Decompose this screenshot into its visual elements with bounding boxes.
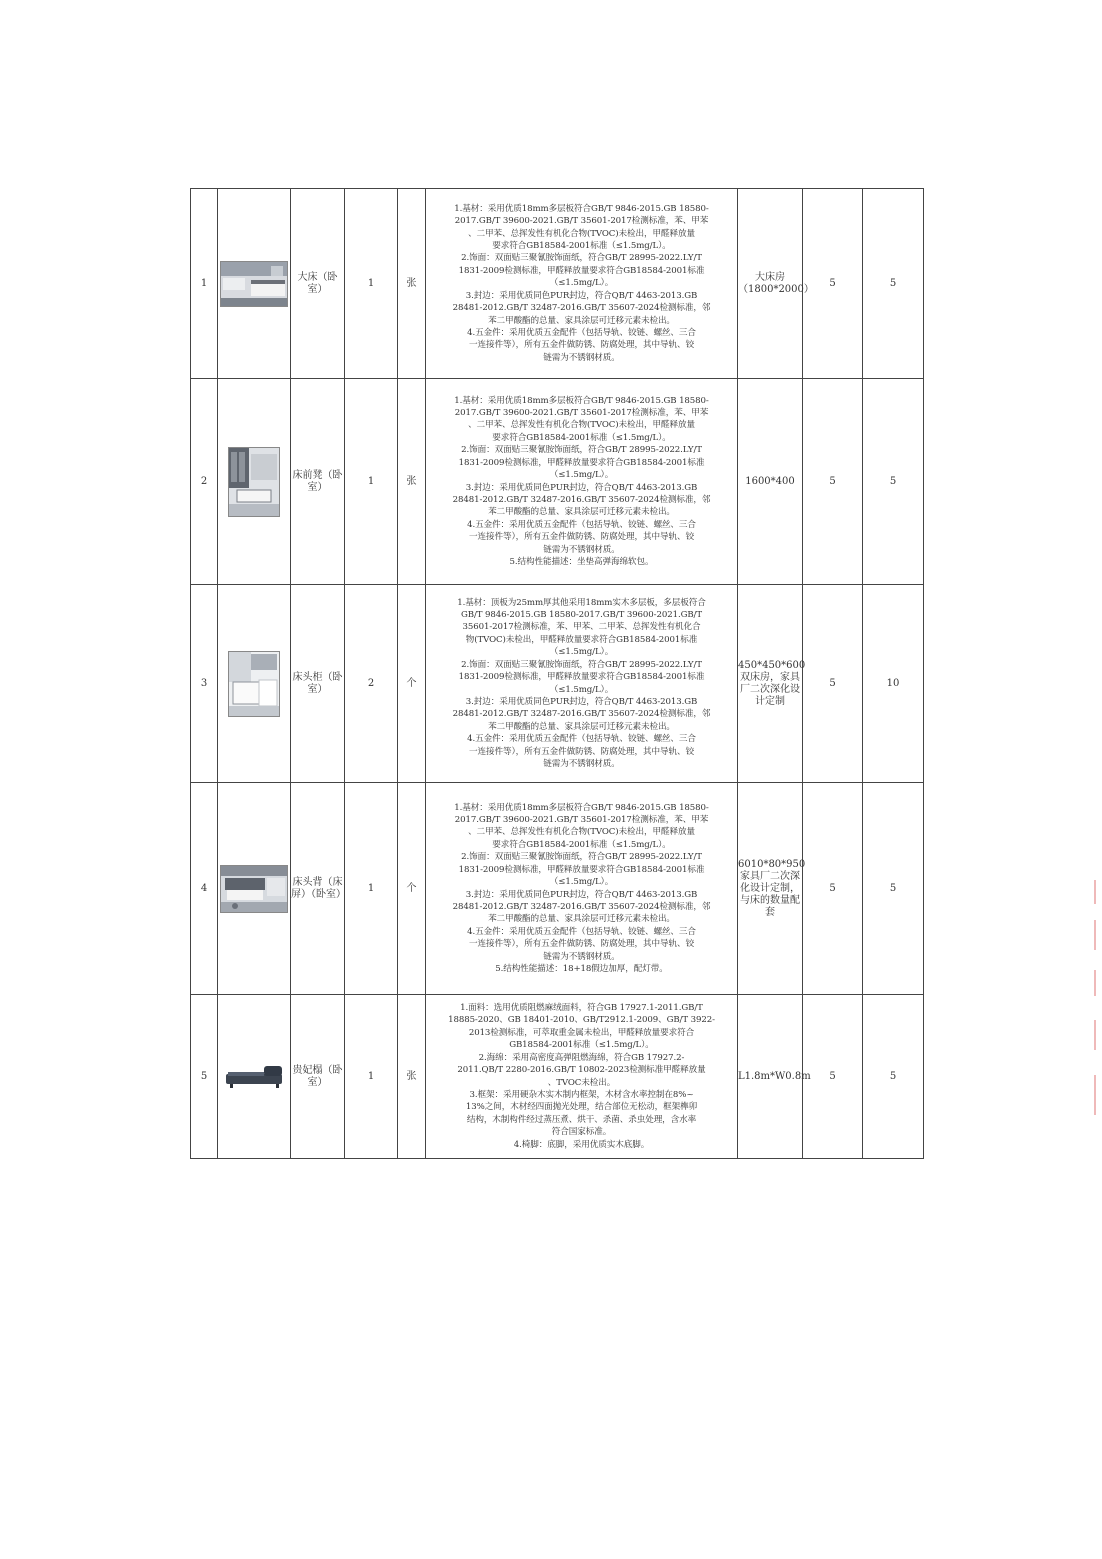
spec-line: 要求符合GB18584-2001标准（≤1.5mg/L）。 <box>492 241 671 252</box>
spec-text <box>426 585 738 783</box>
row-index: 5 <box>191 995 218 1159</box>
value-col-1: 5 <box>803 379 863 585</box>
row-index: 2 <box>191 379 218 585</box>
furniture-spec-table <box>190 188 924 1159</box>
spec-line: 1831-2009检测标准，甲醛释放量要求符合GB18584-2001标准 <box>458 864 705 875</box>
spec-line: 28481-2012.GB/T 32487-2016.GB/T 35607-2024检测标准，邻 <box>452 494 711 505</box>
spec-line: 2.饰面：双面贴三聚氰胺饰面纸，符合GB/T 28995-2022.LY/T <box>461 852 702 863</box>
spec-line: 、二甲苯、总挥发性有机化合物(TVOC)未检出，甲醛释放量 <box>468 420 695 431</box>
spec-line: 苯二甲酸酯的总量、家具涂层可迁移元素未检出。 <box>488 315 675 326</box>
quantity: 1 <box>345 995 398 1159</box>
spec-line: 3.框架：采用硬杂木实木制内框架，木材含水率控制在8%~ <box>469 1089 694 1100</box>
spec-line: 2017.GB/T 39600-2021.GB/T 35601-2017检测标准，苯、甲苯 <box>454 408 709 419</box>
spec-line: 4.五金件：采用优质五金配件（包括导轨、铰链、螺丝、三合 <box>467 926 696 937</box>
spec-line: （≤1.5mg/L）。 <box>549 470 614 481</box>
bench-photo-icon <box>228 447 280 517</box>
value-col-1: 5 <box>803 189 863 379</box>
spec-line: 、二甲苯、总挥发性有机化合物(TVOC)未检出，甲醛释放量 <box>468 827 695 838</box>
product-image <box>218 585 291 783</box>
spec-line: （≤1.5mg/L）。 <box>549 278 614 289</box>
spec-line: 18885-2020、GB 18401-2010、GB/T2912.1-2009、GB/T 3922- <box>448 1015 715 1026</box>
product-image <box>218 783 291 995</box>
value-col-2: 5 <box>863 995 924 1159</box>
spec-line: 2013检测标准，可萃取重金属未检出，甲醛释放量要求符合 <box>468 1027 695 1038</box>
value-col-1: 5 <box>803 783 863 995</box>
spec-line: 2017.GB/T 39600-2021.GB/T 35601-2017检测标准，苯、甲苯 <box>454 216 709 227</box>
value-col-1: 5 <box>803 585 863 783</box>
spec-line: 5.结构性能描述：18+18假边加厚，配灯带。 <box>495 963 668 974</box>
spec-line: 链需为不锈钢材质。 <box>543 758 620 769</box>
nightstand-photo-icon <box>228 651 280 717</box>
spec-line: 链需为不锈钢材质。 <box>543 544 620 555</box>
spec-line: 结构，木制构件经过蒸压煮、烘干、杀菌、杀虫处理，含水率 <box>466 1114 697 1125</box>
size-spec: 1600*400 <box>738 379 803 585</box>
value-col-1: 5 <box>803 995 863 1159</box>
spec-line: 苯二甲酸酯的总量、家具涂层可迁移元素未检出。 <box>488 914 675 925</box>
unit: 张 <box>398 995 426 1159</box>
spec-line: 链需为不锈钢材质。 <box>543 951 620 962</box>
spec-line: 苯二甲酸酯的总量、家具涂层可迁移元素未检出。 <box>488 721 675 732</box>
spec-line: 4.五金件：采用优质五金配件（包括导轨、铰链、螺丝、三合 <box>467 519 696 530</box>
unit: 个 <box>398 783 426 995</box>
table-row <box>191 379 924 585</box>
row-index: 1 <box>191 189 218 379</box>
spec-line: 要求符合GB18584-2001标准（≤1.5mg/L）。 <box>492 432 671 443</box>
spec-line: 28481-2012.GB/T 32487-2016.GB/T 35607-2024检测标准，邻 <box>452 709 711 720</box>
spec-line: 一连接件等），所有五金件做防锈、防腐处理，其中导轨、铰 <box>468 746 695 757</box>
spec-line: 4.椅脚：底脚，采用优质实木底脚。 <box>513 1139 650 1150</box>
spec-line: （≤1.5mg/L）。 <box>549 877 614 888</box>
product-image <box>218 189 291 379</box>
value-col-2: 5 <box>863 189 924 379</box>
quantity: 1 <box>345 189 398 379</box>
spec-line: GB/T 9846-2015.GB 18580-2017.GB/T 39600-2021.GB/T <box>461 610 702 621</box>
product-name: 大床（卧室） <box>291 189 345 379</box>
spec-line: 3.封边：采用优质同色PUR封边，符合QB/T 4463-2013.GB <box>465 889 698 900</box>
unit: 张 <box>398 379 426 585</box>
spec-text <box>426 995 738 1159</box>
table-row <box>191 995 924 1159</box>
value-col-2: 5 <box>863 783 924 995</box>
table-row <box>191 783 924 995</box>
value-col-2: 10 <box>863 585 924 783</box>
product-image <box>218 379 291 585</box>
spec-line: 2.饰面：双面贴三聚氰胺饰面纸，符合GB/T 28995-2022.LY/T <box>461 253 702 264</box>
product-name: 贵妃榻（卧室） <box>291 995 345 1159</box>
size-spec: 450*450*600双床房，家具厂二次深化设计定制 <box>738 585 803 783</box>
spec-line: 符合国家标准。 <box>551 1127 612 1138</box>
spec-line: 一连接件等），所有五金件做防锈、防腐处理，其中导轨、铰 <box>468 532 695 543</box>
spec-line: 要求符合GB18584-2001标准（≤1.5mg/L）。 <box>492 839 671 850</box>
table-row <box>191 189 924 379</box>
spec-line: 物(TVOC)未检出，甲醛释放量要求符合GB18584-2001标准 <box>465 634 698 645</box>
spec-line: 2011.QB/T 2280-2016.GB/T 10802-2023检测标准甲醛释放量 <box>457 1065 706 1076</box>
spec-line: （≤1.5mg/L）。 <box>549 684 614 695</box>
row-index: 4 <box>191 783 218 995</box>
spec-text <box>426 189 738 379</box>
spec-line: 一连接件等），所有五金件做防锈、防腐处理，其中导轨、铰 <box>468 340 695 351</box>
spec-line: 1831-2009检测标准，甲醛释放量要求符合GB18584-2001标准 <box>458 672 705 683</box>
product-name: 床头背（床屏）（卧室） <box>291 783 345 995</box>
seal-edge-mark <box>1092 880 1100 1120</box>
size-spec: 大床房（1800*2000） <box>738 189 803 379</box>
spec-line: 35601-2017检测标准，苯、甲苯、二甲苯、总挥发性有机化合 <box>462 622 701 633</box>
spec-line: GB18584-2001标准（≤1.5mg/L）。 <box>509 1040 654 1051</box>
spec-line: 2017.GB/T 39600-2021.GB/T 35601-2017检测标准，苯、甲苯 <box>454 815 709 826</box>
spec-line: 苯二甲酸酯的总量、家具涂层可迁移元素未检出。 <box>488 507 675 518</box>
spec-line: 、二甲苯、总挥发性有机化合物(TVOC)未检出，甲醛释放量 <box>468 228 695 239</box>
spec-line: 1.基材：顶板为25mm厚其他采用18mm实木多层板，多层板符合 <box>457 597 706 608</box>
spec-line: 3.封边：采用优质同色PUR封边，符合QB/T 4463-2013.GB <box>465 696 698 707</box>
table-row <box>191 585 924 783</box>
spec-line: 2.饰面：双面贴三聚氰胺饰面纸，符合GB/T 28995-2022.LY/T <box>461 445 702 456</box>
spec-line: 28481-2012.GB/T 32487-2016.GB/T 35607-2024检测标准，邻 <box>452 303 711 314</box>
spec-line: 1.面料：选用优质阻燃麻绒面料，符合GB 17927.1-2011.GB/T <box>460 1003 703 1014</box>
spec-line: 1831-2009检测标准，甲醛释放量要求符合GB18584-2001标准 <box>458 265 705 276</box>
value-col-2: 5 <box>863 379 924 585</box>
spec-line: 2.海绵：采用高密度高弹阻燃海绵，符合GB 17927.2- <box>478 1052 685 1063</box>
spec-line: 5.结构性能描述：坐垫高弹海绵软包。 <box>509 556 654 567</box>
quantity: 1 <box>345 783 398 995</box>
spec-line: 3.封边：采用优质同色PUR封边，符合QB/T 4463-2013.GB <box>465 290 698 301</box>
quantity: 1 <box>345 379 398 585</box>
spec-line: 1831-2009检测标准，甲醛释放量要求符合GB18584-2001标准 <box>458 457 705 468</box>
spec-line: 4.五金件：采用优质五金配件（包括导轨、铰链、螺丝、三合 <box>467 327 696 338</box>
spec-line: 4.五金件：采用优质五金配件（包括导轨、铰链、螺丝、三合 <box>467 734 696 745</box>
spec-line: 2.饰面：双面贴三聚氰胺饰面纸，符合GB/T 28995-2022.LY/T <box>461 659 702 670</box>
spec-line: 1.基材：采用优质18mm多层板符合GB/T 9846-2015.GB 18580- <box>454 395 709 406</box>
spec-line: 链需为不锈钢材质。 <box>543 352 620 363</box>
chaise-lounge-photo-icon <box>222 1062 286 1092</box>
headboard-photo-icon <box>220 865 288 913</box>
bed-photo-icon <box>220 261 288 307</box>
size-spec: L1.8m*W0.8m <box>738 995 803 1159</box>
product-image <box>218 995 291 1159</box>
spec-text <box>426 379 738 585</box>
size-spec: 6010*80*950家具厂二次深化设计定制，与床的数量配套 <box>738 783 803 995</box>
spec-line: 28481-2012.GB/T 32487-2016.GB/T 35607-2024检测标准，邻 <box>452 901 711 912</box>
table-body <box>191 189 924 1159</box>
product-name: 床前凳（卧室） <box>291 379 345 585</box>
spec-line: 3.封边：采用优质同色PUR封边，符合QB/T 4463-2013.GB <box>465 482 698 493</box>
product-name: 床头柜（卧室） <box>291 585 345 783</box>
quantity: 2 <box>345 585 398 783</box>
unit: 个 <box>398 585 426 783</box>
row-index: 3 <box>191 585 218 783</box>
spec-line: 13%之间，木材经四面抛光处理，结合部位无松动，框架榫卯 <box>465 1102 698 1113</box>
spec-line: 一连接件等），所有五金件做防锈、防腐处理，其中导轨、铰 <box>468 939 695 950</box>
unit: 张 <box>398 189 426 379</box>
spec-line: 1.基材：采用优质18mm多层板符合GB/T 9846-2015.GB 18580- <box>454 203 709 214</box>
spec-line: （≤1.5mg/L）。 <box>549 647 614 658</box>
spec-text <box>426 783 738 995</box>
spec-line: 、TVOC未检出。 <box>547 1077 616 1088</box>
spec-line: 1.基材：采用优质18mm多层板符合GB/T 9846-2015.GB 18580- <box>454 802 709 813</box>
